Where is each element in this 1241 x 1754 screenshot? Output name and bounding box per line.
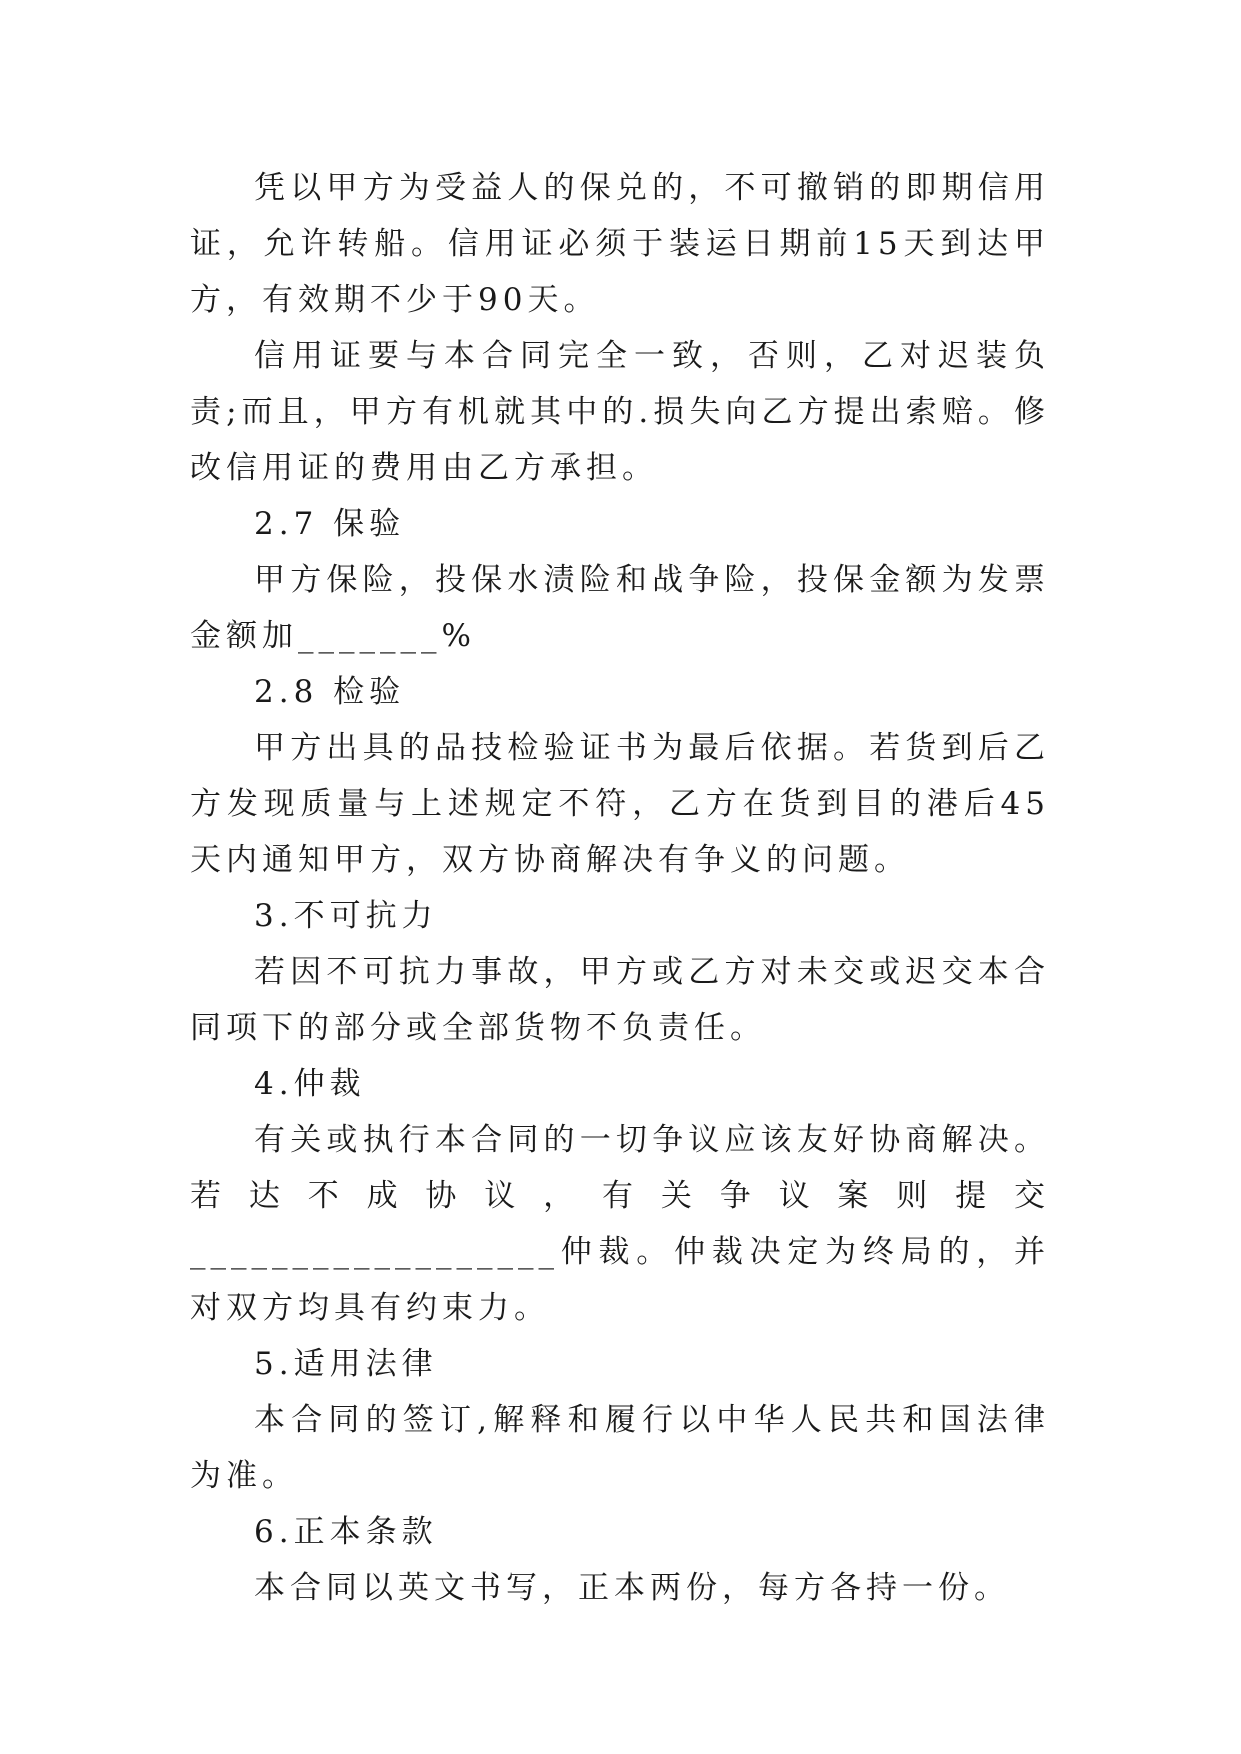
paragraph-insurance: 甲方保险，投保水渍险和战争险，投保金额为发票金额加_______% — [190, 562, 1050, 654]
paragraph-credit-conformity: 信用证要与本合同完全一致，否则，乙对迟装负责;而且，甲方有机就其中的.损失向乙方提出索赔。修改信用证的费用由乙方承担。 — [190, 338, 1050, 486]
section-heading-force-majeure: 3.不可抗力 — [254, 898, 438, 934]
section-heading-arbitration: 4.仲裁 — [254, 1066, 366, 1102]
paragraph-original-copies: 本合同以英文书写，正本两份，每方各持一份。 — [254, 1570, 1010, 1606]
document-body — [190, 160, 1050, 1616]
paragraph-force-majeure: 若因不可抗力事故，甲方或乙方对未交或迟交本合同项下的部分或全部货物不负责任。 — [190, 954, 1050, 1046]
section-heading-insurance: 2.7 保验 — [254, 506, 406, 542]
section-heading-original-copies: 6.正本条款 — [254, 1514, 438, 1550]
paragraph-applicable-law: 本合同的签订,解释和履行以中华人民共和国法律为准。 — [190, 1402, 1050, 1494]
paragraph-inspection: 甲方出具的品技检验证书为最后依据。若货到后乙方发现质量与上述规定不符，乙方在货到目的港后45天内通知甲方，双方协商解决有争义的问题。 — [190, 730, 1050, 878]
section-heading-inspection: 2.8 检验 — [254, 674, 406, 710]
paragraph-letter-of-credit: 凭以甲方为受益人的保兑的，不可撤销的即期信用证，允许转船。信用证必须于装运日期前15天到达甲方，有效期不少于90天。 — [190, 170, 1050, 318]
paragraph-arbitration: 有关或执行本合同的一切争议应该友好协商解决。若达不成协议，有关争议案则提交__________________仲裁。仲裁决定为终局的，并对双方均具有约束力。 — [190, 1122, 1050, 1326]
section-heading-applicable-law: 5.适用法律 — [254, 1346, 438, 1382]
